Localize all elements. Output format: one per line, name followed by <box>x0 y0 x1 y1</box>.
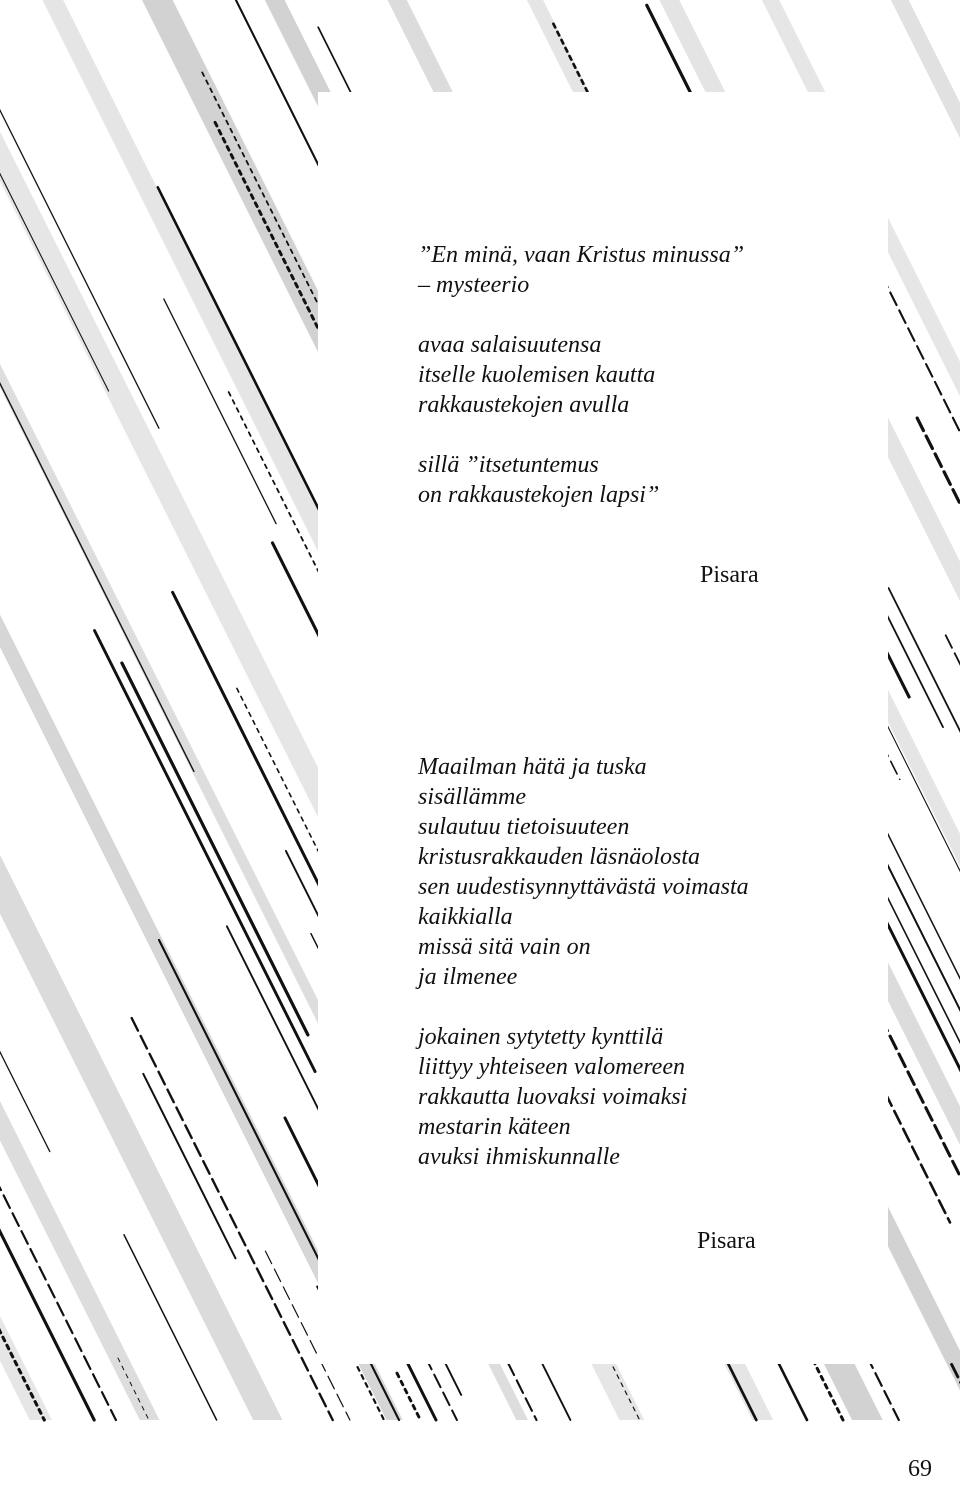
poem-1 <box>418 240 744 540</box>
poem-line: sulautuu tietoisuuteen <box>418 814 630 840</box>
poem-line: liittyy yhteiseen valomereen <box>418 1054 685 1080</box>
poem-2-stanza-1 <box>418 752 749 992</box>
poem-1-stanza-2 <box>418 330 744 420</box>
poem-line: rakkaustekojen avulla <box>418 392 630 418</box>
poem-line: mestarin käteen <box>418 1114 571 1140</box>
poem-line: ja ilmenee <box>418 964 518 990</box>
poem-2-signature: Pisara <box>697 1228 756 1254</box>
poem-line: kaikkialla <box>418 904 513 930</box>
ink-stroke <box>0 45 159 428</box>
poem-line: avaa salaisuutensa <box>418 332 602 358</box>
poem-line: sillä ”itsetuntemus <box>418 452 599 478</box>
poem-line: on rakkaustekojen lapsi” <box>418 482 660 508</box>
poem-line: kristusrakkauden läsnäolosta <box>418 844 700 870</box>
ink-stroke <box>889 588 960 1219</box>
poem-line: – mysteerio <box>418 272 530 298</box>
poem-2 <box>418 752 749 1202</box>
poem-line: ”En minä, vaan Kristus minussa” <box>418 242 745 268</box>
poem-line: Maailman hätä ja tuska <box>418 754 647 780</box>
ink-stroke <box>143 1074 235 1258</box>
poem-line: itselle kuolemisen kautta <box>418 362 656 388</box>
poem-1-stanza-1 <box>418 240 744 300</box>
poem-2-stanza-2 <box>418 1022 749 1172</box>
poem-line: avuksi ihmiskunnalle <box>418 1144 620 1170</box>
poem-line: missä sitä vain on <box>418 934 591 960</box>
poem-line: jokainen sytytetty kynttilä <box>418 1024 664 1050</box>
poem-1-signature: Pisara <box>700 562 759 588</box>
poem-line: sisällämme <box>418 784 526 810</box>
poem-1-stanza-3 <box>418 450 744 510</box>
page-number: 69 <box>908 1456 932 1482</box>
poem-line: rakkautta luovaksi voimaksi <box>418 1084 688 1110</box>
ink-stroke <box>0 1219 94 1420</box>
poem-line: sen uudestisynnyttävästä voimasta <box>418 874 749 900</box>
